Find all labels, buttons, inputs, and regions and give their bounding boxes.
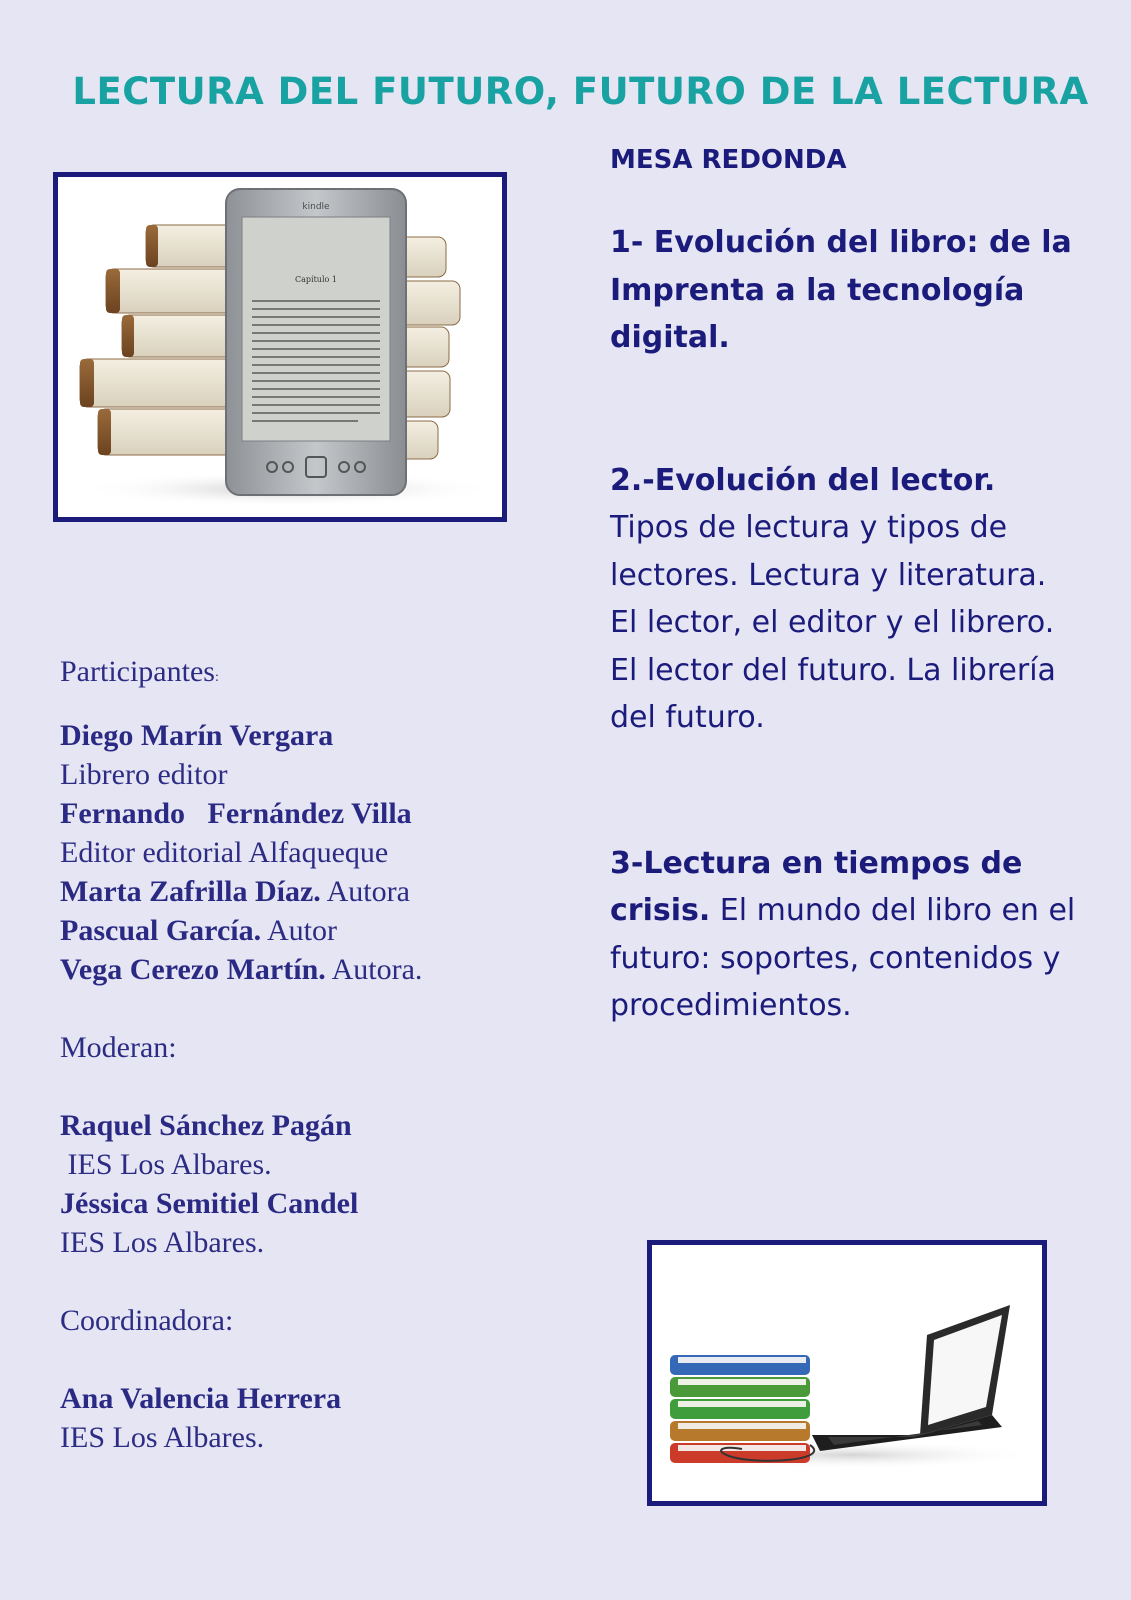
moderator-2-org: IES Los Albares. bbox=[60, 1226, 265, 1259]
moderator-1-name: Raquel Sánchez Pagán bbox=[60, 1109, 352, 1142]
participants-column bbox=[60, 652, 580, 1457]
coordinator-org: IES Los Albares. bbox=[60, 1421, 265, 1454]
participant-3-name: Marta Zafrilla Díaz. bbox=[60, 875, 321, 908]
topic-3-title: 3-Lectura en tiempos de crisis. bbox=[610, 845, 1023, 928]
participant-4-role: Autor bbox=[261, 914, 337, 947]
coordinator-name: Ana Valencia Herrera bbox=[60, 1382, 342, 1415]
participant-1-name: Diego Marín Vergara bbox=[60, 719, 334, 752]
moderators-label: Moderan: bbox=[60, 1031, 177, 1064]
laptop bbox=[812, 1305, 1010, 1451]
participant-3-role: Autora bbox=[320, 875, 410, 908]
coordinator-label: Coordinadora: bbox=[60, 1304, 234, 1337]
participants-label-text: Participantes bbox=[60, 655, 215, 688]
kindle-books-image bbox=[53, 172, 507, 522]
kindle-brand: kindle bbox=[302, 202, 330, 212]
participant-5-name: Vega Cerezo Martín. bbox=[60, 953, 326, 986]
laptop-books-image bbox=[647, 1240, 1047, 1506]
colored-book-stack bbox=[670, 1355, 810, 1463]
page-title: LECTURA DEL FUTURO, FUTURO DE LA LECTURA bbox=[72, 70, 1089, 113]
topics-column bbox=[610, 145, 1080, 1030]
participant-5-role: Autora. bbox=[325, 953, 423, 986]
participant-2-role: Editor editorial Alfaqueque bbox=[60, 836, 389, 869]
topic-1 bbox=[610, 219, 1080, 362]
participant-3 bbox=[60, 872, 580, 911]
participants-colon: : bbox=[214, 670, 219, 685]
kindle-books-illustration bbox=[58, 177, 502, 517]
topic-2 bbox=[610, 457, 1080, 742]
topic-3-text: El mundo del libro en el futuro: soportes, contenidos y procedimientos. bbox=[610, 893, 1076, 1023]
topic-2-title: 2.-Evolución del lector. bbox=[610, 462, 996, 498]
participant-1-role: Librero editor bbox=[60, 758, 228, 791]
participant-2-name: Fernando Fernández Villa bbox=[60, 797, 412, 830]
moderator-1-org: IES Los Albares. bbox=[60, 1148, 272, 1181]
ereader-device bbox=[226, 189, 406, 495]
chapter-label: Capítulo 1 bbox=[295, 275, 337, 284]
topic-2-text: Tipos de lectura y tipos de lectores. Lectura y literatura. El lector, el editor y el librero. El lector del futuro. La librería del futuro. bbox=[610, 510, 1056, 735]
participant-4-name: Pascual García. bbox=[60, 914, 262, 947]
participant-5 bbox=[60, 950, 580, 989]
laptop-books-illustration bbox=[652, 1245, 1042, 1501]
participant-4 bbox=[60, 911, 580, 950]
participants-label bbox=[60, 652, 580, 697]
topic-1-title: 1- Evolución del libro: de la Imprenta a la tecnología digital. bbox=[610, 225, 1072, 355]
topic-3 bbox=[610, 840, 1080, 1030]
moderator-2-name: Jéssica Semitiel Candel bbox=[60, 1187, 359, 1220]
round-table-heading: MESA REDONDA bbox=[610, 145, 847, 175]
